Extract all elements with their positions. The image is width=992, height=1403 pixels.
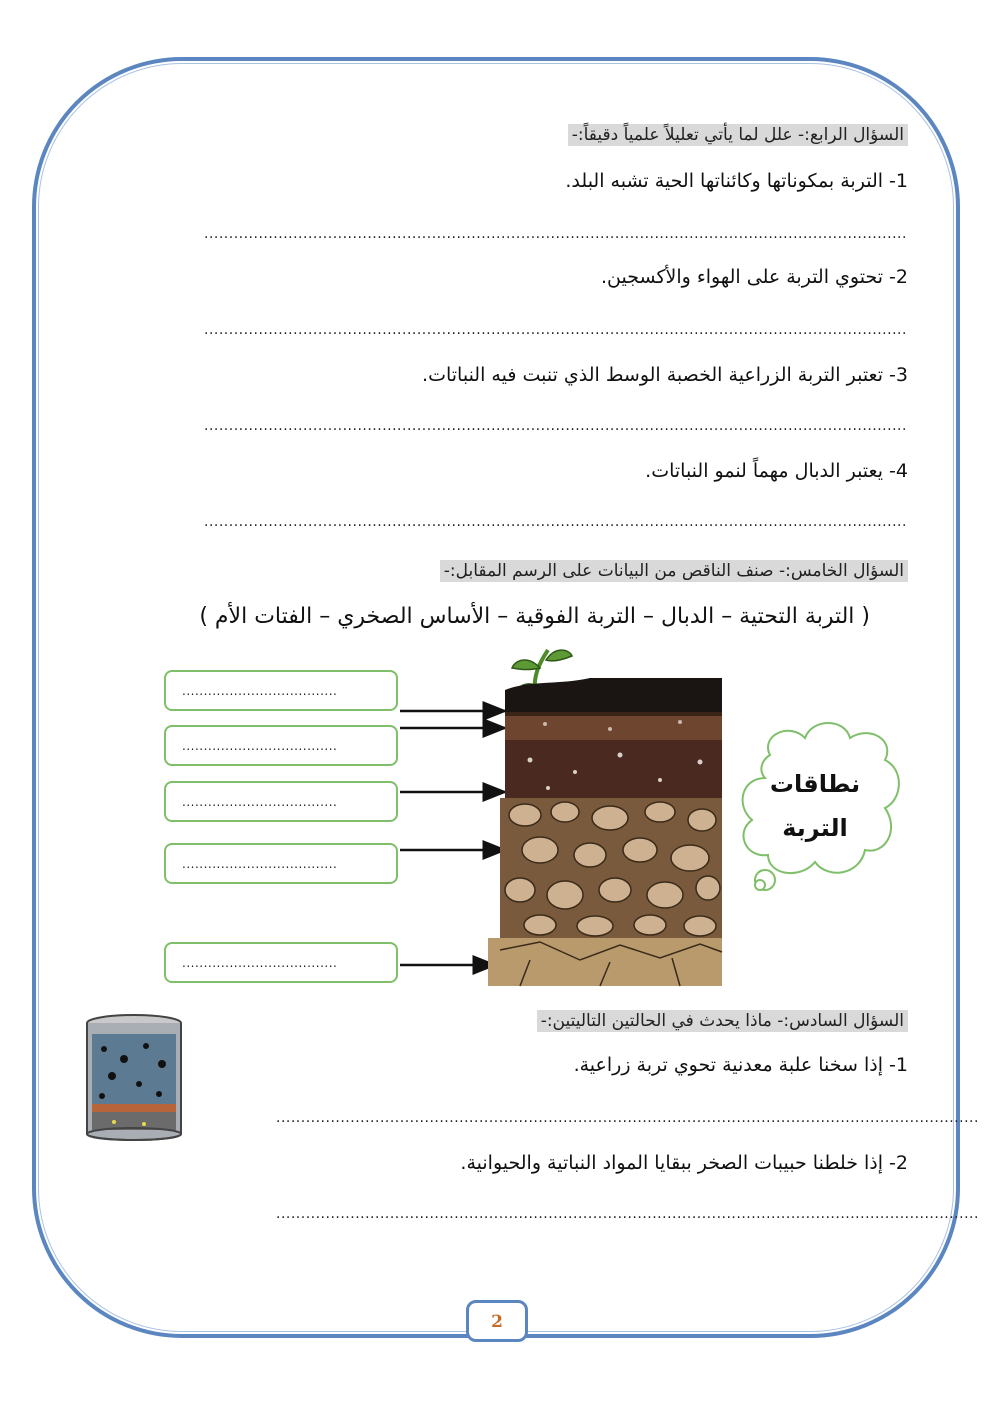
q5-word-list: ( التربة التحتية – الدبال – التربة الفوقية – الأساس الصخري – الفتات الأم ) [199, 604, 870, 629]
cloud-label-line-2: التربة [782, 814, 848, 842]
q4-answer-line-1[interactable]: .............................................................................................................................................. [204, 226, 907, 242]
q6-answer-line-1[interactable]: .............................................................................................................................................. [276, 1110, 979, 1126]
q4-answer-line-3[interactable]: .............................................................................................................................................. [204, 418, 907, 434]
parent-material-layer [500, 798, 722, 938]
q4-item-2: 2- تحتوي التربة على الهواء والأكسجين. [601, 266, 908, 288]
humus-layer [505, 678, 722, 712]
q4-answer-line-4[interactable]: .............................................................................................................................................. [204, 514, 907, 530]
label-placeholder: .................................... [182, 795, 338, 809]
cloud-label [760, 762, 870, 850]
topsoil-layer [505, 712, 722, 740]
q4-item-1: 1- التربة بمكوناتها وكائناتها الحية تشبه البلد. [565, 170, 908, 192]
q5-heading: السؤال الخامس:- صنف الناقص من البيانات على الرسم المقابل:- [440, 560, 908, 582]
q6-heading: السؤال السادس:- ماذا يحدث في الحالتين التاليتين:- [537, 1010, 908, 1032]
metal-can-image [84, 1014, 186, 1144]
bedrock-layer [488, 938, 722, 986]
q4-item-3: 3- تعتبر التربة الزراعية الخصبة الوسط الذي تنبت فيه النباتات. [422, 364, 908, 386]
q6-answer-line-2[interactable]: .............................................................................................................................................. [276, 1206, 979, 1222]
label-placeholder: .................................... [182, 956, 338, 970]
label-placeholder: .................................... [182, 857, 338, 871]
q4-answer-line-2[interactable]: .............................................................................................................................................. [204, 322, 907, 338]
cloud-label-line-1: نطاقات [769, 770, 861, 798]
page-number-box [466, 1300, 528, 1342]
q6-item-1: 1- إذا سخنا علبة معدنية تحوي تربة زراعية. [573, 1054, 908, 1076]
q4-heading: السؤال الرابع:- علل لما يأتي تعليلاً علمياً دقيقاً:- [568, 124, 908, 146]
q6-item-2: 2- إذا خلطنا حبيبات الصخر ببقايا المواد النباتية والحيوانية. [460, 1152, 908, 1174]
q4-item-4: 4- يعتبر الدبال مهماً لنمو النباتات. [645, 460, 908, 482]
label-placeholder: .................................... [182, 684, 338, 698]
label-placeholder: .................................... [182, 739, 338, 753]
page-number: 2 [491, 1312, 503, 1332]
subsoil-layer [505, 740, 722, 798]
